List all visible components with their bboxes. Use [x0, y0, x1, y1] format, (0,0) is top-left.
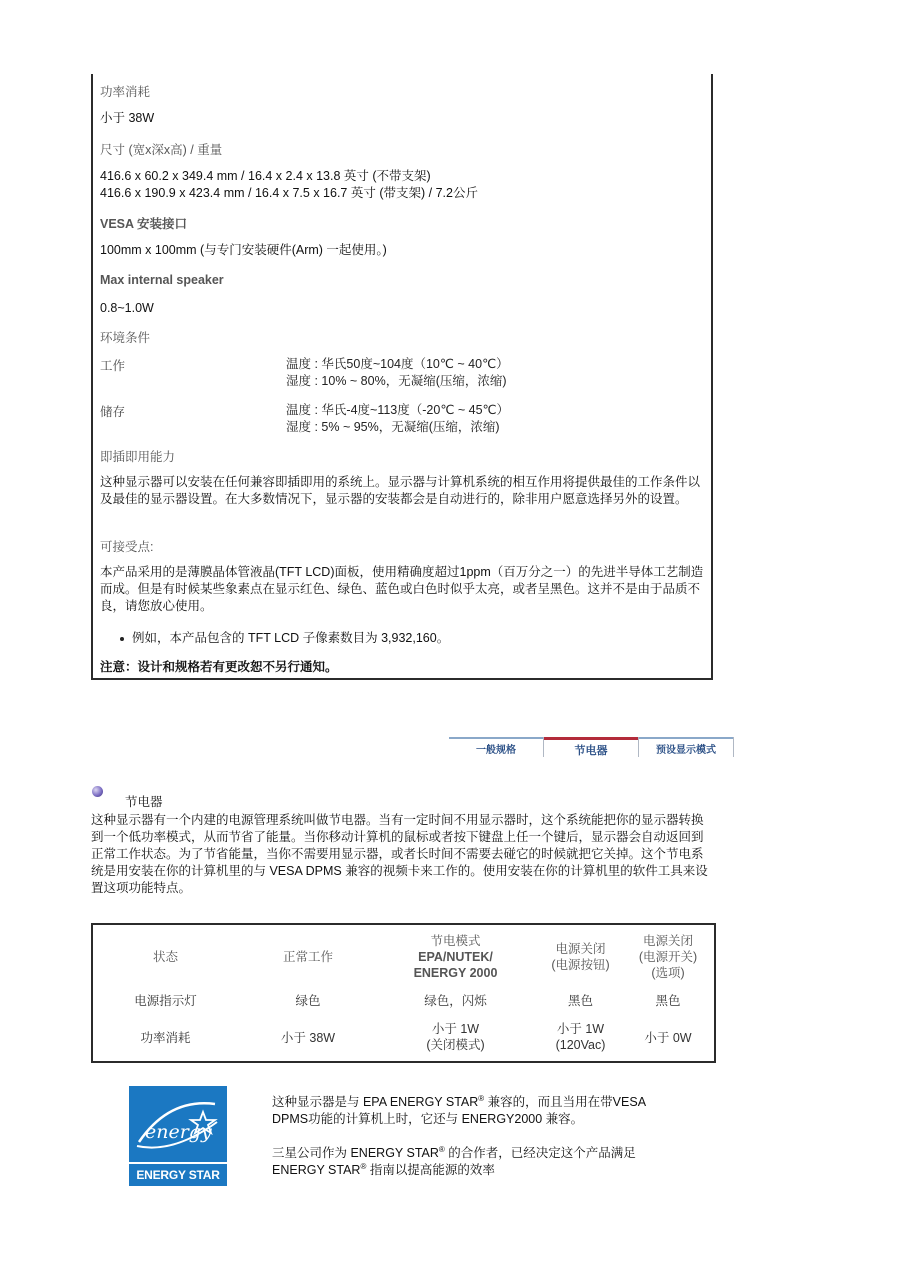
header-power-off: 电源关闭	[642, 934, 693, 948]
bullet-dot-icon	[120, 637, 124, 641]
tab-preset-modes[interactable]	[639, 737, 733, 761]
energy-star-paragraph-2: 三星公司作为 ENERGY STAR® 的合作者，已经决定这个产品满足 ENERGY STAR® 指南以提高能源的效率	[272, 1144, 636, 1177]
header-power-saving-title: 节电模式	[430, 934, 481, 948]
tab-label: 节电器	[574, 745, 608, 757]
speaker-label: Max internal speaker	[100, 273, 224, 287]
header-energy2000: ENERGY 2000	[413, 966, 498, 980]
pixel-count-bullet	[120, 628, 449, 646]
header-state: 状态	[152, 950, 178, 964]
tab-label: 一般规格	[476, 745, 516, 756]
power-off-switch: 小于 0W	[644, 1031, 692, 1045]
power-off-button	[518, 1021, 643, 1053]
env-temperature: 温度 : 华氏50度~104度（10℃ ~ 40℃）	[286, 357, 509, 371]
speaker-value: 0.8~1.0W	[100, 301, 154, 315]
power-saver-intro: 这种显示器有一个内建的电源管理系统叫做节电器。当有一定时间不用显示器时，这个系统能把你的显示器转换到一个低功率模式，从而节省了能量。当你移动计算机的鼠标或者按下键盘上任一个键后，显示器会自动返回到正常工作状态。为了节省能量，当你不需要用显示器，或者长时间不需要去碰它的时候就把它关掉。这个节电系统是用安装在你的计算机里的与 VESA DPMS 兼容的视频卡来工作的。使用安装在你的计算机里的软件工具来设置这项功能特点。	[91, 813, 708, 895]
env-row-values	[286, 356, 509, 390]
size-line-2: 416.6 x 190.9 x 423.4 mm / 16.4 x 7.5 x 16.7 英寸 (带支架) / 7.2公斤	[100, 186, 478, 200]
power-saver-title: 节电器	[125, 795, 163, 809]
power-saving-value: 小于 1W	[431, 1022, 480, 1036]
header-power-off-button	[518, 941, 643, 973]
header-epa: EPA/NUTEK/	[418, 950, 493, 964]
header-normal: 正常工作	[282, 950, 333, 964]
header-power-off-switch	[628, 933, 708, 981]
header-power-button: (电源按钮)	[551, 958, 610, 972]
env-humidity: 湿度 : 10% ~ 80%，无凝缩(压缩，浓缩)	[286, 374, 507, 388]
indicator-normal: 绿色	[295, 994, 321, 1008]
energy-star-logo	[129, 1086, 227, 1186]
tab-label: 预设显示模式	[656, 745, 716, 756]
vesa-value: 100mm x 100mm (与专门安装硬件(Arm) 一起使用。)	[100, 243, 387, 257]
header-power-switch: (电源开关)	[638, 950, 698, 964]
tab-general-specs[interactable]	[449, 737, 543, 761]
logo-script: energy	[145, 1121, 212, 1143]
power-label: 功率消耗	[100, 85, 151, 99]
bullet-orb-icon	[92, 786, 103, 797]
plug-and-play-label: 即插即用能力	[100, 450, 176, 464]
row-indicator-label: 电源指示灯	[134, 994, 197, 1008]
plug-and-play-text: 这种显示器可以安装在任何兼容即插即用的系统上。显示器与计算机系统的相互作用将提供最佳的工作条件以及最佳的显示器设置。在大多数情况下，显示器的安装都会是自动进行的，除非用户愿意选择另外的设置。	[100, 475, 701, 506]
change-notice: 注意：设计和规格若有更改恕不另行通知。	[100, 660, 338, 674]
env-humidity: 湿度 : 5% ~ 95%，无凝缩(压缩，浓缩)	[286, 420, 500, 434]
power-state-table	[91, 923, 716, 1063]
tab-power-saver[interactable]	[544, 737, 638, 761]
header-optional: (选项)	[651, 966, 685, 980]
env-row-name: 储存	[100, 405, 126, 419]
vesa-label: VESA 安装接口	[100, 217, 188, 231]
size-line-1: 416.6 x 60.2 x 349.4 mm / 16.4 x 2.4 x 13.8 英寸 (不带支架)	[100, 169, 431, 183]
env-temperature: 温度 : 华氏-4度~113度（-20℃ ~ 45℃）	[286, 403, 510, 417]
energy-star-paragraph-1: 这种显示器是与 EPA ENERGY STAR® 兼容的，而且当用在带VESA DPMS功能的计算机上时，它还与 ENERGY2000 兼容。	[272, 1093, 647, 1126]
power-off-value: 小于 1W	[556, 1022, 605, 1036]
header-power-saving	[383, 933, 528, 981]
acceptable-pixels-label: 可接受点:	[100, 540, 154, 554]
header-power-off: 电源关闭	[555, 942, 606, 956]
env-row-name: 工作	[100, 359, 126, 373]
energy-star-emblem-icon	[129, 1086, 227, 1164]
power-saving-note: (关闭模式)	[426, 1038, 485, 1052]
power-off-note: (120Vac)	[555, 1038, 606, 1052]
indicator-off-button: 黑色	[567, 994, 593, 1008]
env-row-values	[286, 402, 509, 436]
section-tabs	[449, 737, 733, 761]
pixel-count-text: 例如，本产品包含的 TFT LCD 子像素数目为 3,932,160。	[132, 631, 450, 645]
environment-label: 环境条件	[100, 331, 151, 345]
power-saver-heading	[92, 786, 332, 809]
indicator-off-switch: 黑色	[655, 994, 681, 1008]
size-label: 尺寸 (宽x深x高) / 重量	[100, 143, 223, 157]
energy-star-label: ENERGY STAR	[129, 1162, 227, 1186]
indicator-saving: 绿色，闪烁	[424, 994, 487, 1008]
power-normal: 小于 38W	[280, 1031, 336, 1045]
power-value: 小于 38W	[100, 111, 155, 125]
row-power-label: 功率消耗	[140, 1031, 191, 1045]
specifications-panel	[91, 74, 713, 680]
power-saving	[383, 1021, 528, 1053]
acceptable-pixels-text: 本产品采用的是薄膜晶体管液晶(TFT LCD)面板，使用精确度超过1ppm（百万分之一）的先进半导体工艺制造而成。但是有时候某些象素点在显示红色、绿色、蓝色或白色时似乎太亮，或者呈黑色。这并不是由于品质不良，请您放心使用。	[100, 565, 704, 613]
